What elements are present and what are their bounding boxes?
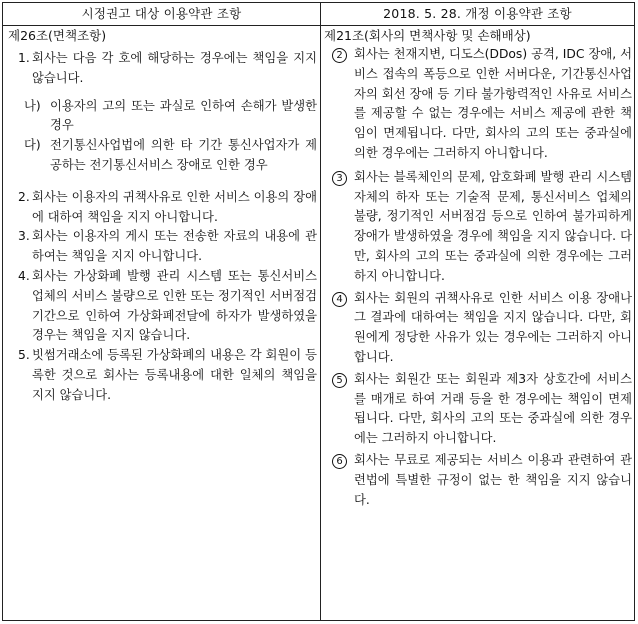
left-item-5-text: 빗썸거래소에 등록된 가상화폐의 내용은 각 회원이 등록한 것으로 회사는 등록내용에 대한 일체의 책임을 지지 않습니다. xyxy=(32,348,317,402)
left-item-1 xyxy=(18,49,317,89)
right-item-5-text: 회사는 회원간 또는 회원과 제3자 상호간에 서비스를 매개로 하여 거래 등을 한 경우에는 책임이 면제됩니다. 다만, 회사의 고의 또는 중과실에 의한 경우에는 그러하지 아니합니다. xyxy=(354,371,632,446)
left-subitem-da-marker: 다) xyxy=(24,138,41,153)
right-item-3-text: 회사는 블록체인의 문제, 암호화폐 발행 관리 시스템 자체의 하자 또는 기술적 문제, 통신서비스 업체의 불량, 정기적인 서버점검 등으로 인하여 불가피하게 장애가 발생하였을 경우에 책임을 지지 않습니다. 다만, 회사의 고의 또는 중과실에 의한 경우에는 그러하지 아니합니다. xyxy=(354,169,632,283)
right-article-title: 제21조(회사의 면책사항 및 손해배상) xyxy=(324,28,531,43)
left-item-2-marker: 2. xyxy=(18,189,30,204)
left-item-2 xyxy=(18,188,317,228)
right-item-5 xyxy=(332,370,632,449)
header-right: 2018. 5. 28. 개정 이용약관 조항 xyxy=(383,6,572,21)
right-column xyxy=(324,26,632,620)
left-item-1-marker: 1. xyxy=(18,51,30,65)
left-item-5 xyxy=(18,346,317,405)
left-item-3-text: 회사는 이용자의 게시 또는 전송한 자료의 내용에 관하여는 책임을 지지 아니합니다. xyxy=(32,229,317,264)
right-item-2-text: 회사는 천재지변, 디도스(DDos) 공격, IDC 장애, 서비스 접속의 폭등으로 인한 서버다운, 기간통신사업자의 회선 장애 등 기타 불가항력적인 사유로 서비스를 제공할 수 없는 경우에는 서비스 제공에 관한 책임이 면제됩니다. 다만, 회사의 고의 또는 중과실에 의한 경우에는 그러하지 아니합니다. xyxy=(354,47,632,160)
right-item-6 xyxy=(332,451,632,510)
left-item-4-text: 회사는 가상화폐 발행 관리 시스템 또는 통신서비스 업체의 서비스 불량으로 인한 또는 정기적인 서버점검기간으로 인하여 가상화폐전달에 하자가 발생하였을 경우는 책임을 지지 않습니다. xyxy=(32,268,317,343)
right-item-4-text: 회사는 회원의 귀책사유로 인한 서비스 이용 장애나 그 결과에 대하여는 책임을 지지 않습니다. 다만, 회원에게 정당한 사유가 있는 경우에는 그러하지 아니합니다. xyxy=(354,290,632,364)
right-item-3 xyxy=(332,168,632,287)
left-item-4-marker: 4. xyxy=(18,268,30,283)
left-subitem-na-marker: 나) xyxy=(24,98,41,113)
left-item-3 xyxy=(18,227,317,267)
right-item-6-text: 회사는 무료로 제공되는 서비스 이용과 관련하여 관련법에 특별한 규정이 없는 한 책임을 지지 않습니다. xyxy=(354,452,632,507)
right-item-2 xyxy=(332,45,632,164)
left-column xyxy=(8,26,317,620)
left-subitem-da xyxy=(24,136,317,176)
right-item-4 xyxy=(332,289,632,368)
left-subitem-na-text: 이용자의 고의 또는 과실로 인하여 손해가 발생한 경우 xyxy=(50,98,317,133)
left-item-2-text: 회사는 이용자의 귀책사유로 인한 서비스 이용의 장애에 대하여 책임을 지지 아니합니다. xyxy=(32,189,317,224)
left-article-title: 제26조(면책조항) xyxy=(8,28,107,43)
right-item-5-marker: 5 xyxy=(332,373,347,388)
left-subitem-na xyxy=(24,97,317,137)
right-item-2-marker: 2 xyxy=(332,48,347,63)
left-item-5-marker: 5. xyxy=(18,348,30,363)
right-item-6-marker: 6 xyxy=(332,454,347,469)
left-item-4 xyxy=(18,267,317,346)
left-item-1-text: 회사는 다음 각 호에 해당하는 경우에는 책임을 지지 않습니다. xyxy=(32,51,317,85)
header-left: 시정권고 대상 이용약관 조항 xyxy=(81,6,242,21)
left-subitem-da-text: 전기통신사업법에 의한 타 기간 통신사업자가 제공하는 전기통신서비스 장애로 인한 경우 xyxy=(50,138,317,172)
right-item-3-marker: 3 xyxy=(332,171,347,186)
comparison-table xyxy=(2,2,635,621)
left-item-3-marker: 3. xyxy=(18,229,30,244)
column-divider xyxy=(320,3,321,620)
right-item-4-marker: 4 xyxy=(332,292,347,307)
